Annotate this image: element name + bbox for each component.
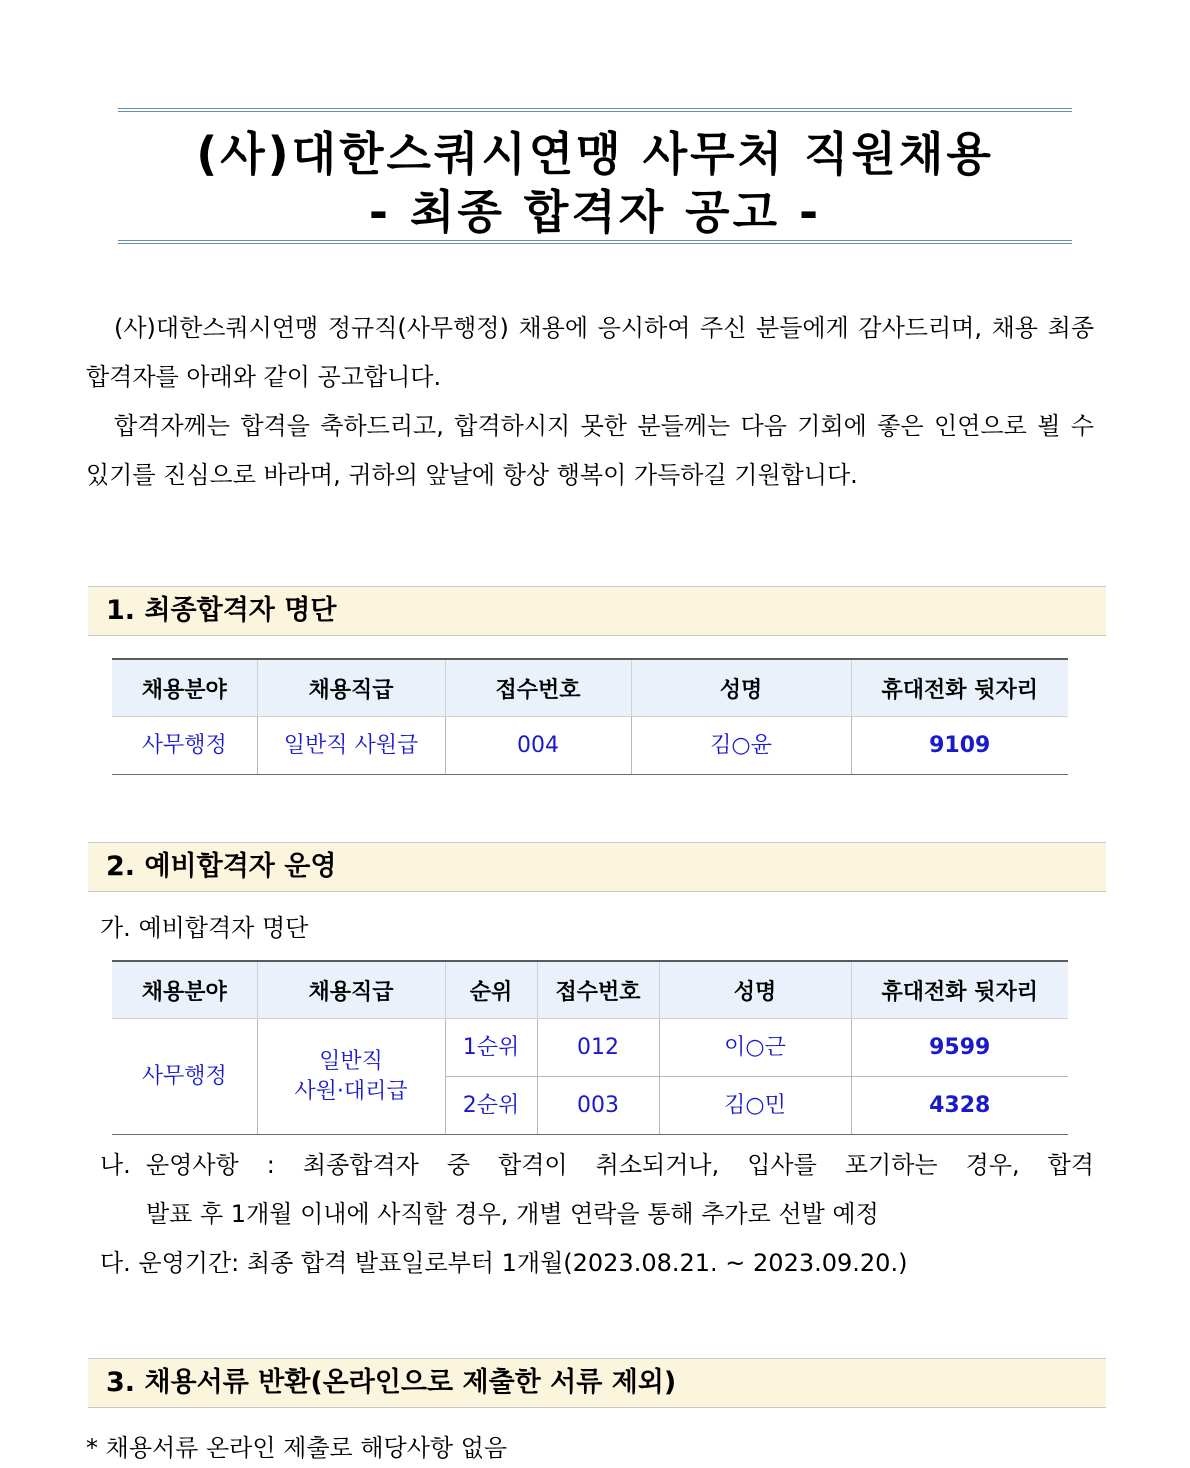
section-1-heading: 1. 최종합격자 명단	[88, 586, 1106, 636]
title-top-rule	[118, 108, 1072, 112]
cell-name: 김○민	[659, 1077, 851, 1135]
note-b	[100, 1141, 1094, 1190]
col-header-grade: 채용직급	[257, 659, 445, 717]
col-header-rank: 순위	[445, 961, 537, 1019]
cell-number: 003	[537, 1077, 659, 1135]
table-header-row	[112, 659, 1068, 717]
title-bottom-rule	[118, 240, 1072, 244]
table-row	[112, 717, 1068, 775]
intro-text	[86, 304, 1094, 500]
final-pass-table	[112, 658, 1068, 775]
cell-name: 김○윤	[631, 717, 851, 775]
cell-grade-line2: 사원·대리급	[294, 1078, 408, 1104]
cell-name: 이○근	[659, 1019, 851, 1077]
table-header-row	[112, 961, 1068, 1019]
intro-paragraph-2: 합격자께는 합격을 축하드리고, 합격하시지 못한 분들께는 다음 기회에 좋은 인연으로 뵐 수 있기를 진심으로 바라며, 귀하의 앞날에 항상 행복이 가득하길 기원합니다.	[86, 412, 1094, 489]
cell-phone: 9109	[851, 717, 1068, 775]
col-header-phone: 휴대전화 뒷자리	[851, 659, 1068, 717]
col-header-name: 성명	[631, 659, 851, 717]
col-header-field: 채용분야	[112, 659, 257, 717]
reserve-pass-table	[112, 960, 1068, 1135]
cell-phone: 9599	[851, 1019, 1068, 1077]
section-3-note: * 채용서류 온라인 제출로 해당사항 없음	[86, 1434, 508, 1462]
section-3-heading: 3. 채용서류 반환(온라인으로 제출한 서류 제외)	[88, 1358, 1106, 1408]
note-b-marker: 나.	[100, 1151, 131, 1179]
col-header-name: 성명	[659, 961, 851, 1019]
col-header-field: 채용분야	[112, 961, 257, 1019]
note-b-line1: 운영사항 : 최종합격자 중 합격이 취소되거나, 입사를 포기하는 경우, 합격	[146, 1151, 1094, 1179]
cell-phone: 4328	[851, 1077, 1068, 1135]
cell-field: 사무행정	[112, 717, 257, 775]
col-header-number: 접수번호	[537, 961, 659, 1019]
cell-number: 012	[537, 1019, 659, 1077]
note-b-line2: 발표 후 1개월 이내에 사직할 경우, 개별 연락을 통해 추가로 선발 예정	[146, 1200, 879, 1228]
table-row	[112, 1019, 1068, 1077]
cell-rank: 2순위	[445, 1077, 537, 1135]
page-title-line1: (사)대한스쿼시연맹 사무처 직원채용	[196, 127, 994, 181]
intro-paragraph-1: (사)대한스쿼시연맹 정규직(사무행정) 채용에 응시하여 주신 분들에게 감사드리며, 채용 최종합격자를 아래와 같이 공고합니다.	[86, 314, 1094, 391]
cell-field: 사무행정	[112, 1019, 257, 1135]
cell-number: 004	[445, 717, 631, 775]
cell-grade: 일반직 사원급	[257, 717, 445, 775]
cell-grade-line1: 일반직	[319, 1048, 383, 1074]
col-header-grade: 채용직급	[257, 961, 445, 1019]
col-header-phone: 휴대전화 뒷자리	[851, 961, 1068, 1019]
operation-notes	[100, 1141, 1094, 1288]
note-c: 다. 운영기간: 최종 합격 발표일로부터 1개월(2023.08.21. ~ 2023.09.20.)	[100, 1249, 908, 1277]
section-2-heading: 2. 예비합격자 운영	[88, 842, 1106, 892]
col-header-number: 접수번호	[445, 659, 631, 717]
reserve-list-subheading: 가. 예비합격자 명단	[100, 914, 309, 942]
cell-grade	[257, 1019, 445, 1135]
page-title-line2: - 최종 합격자 공고 -	[368, 185, 822, 239]
cell-rank: 1순위	[445, 1019, 537, 1077]
